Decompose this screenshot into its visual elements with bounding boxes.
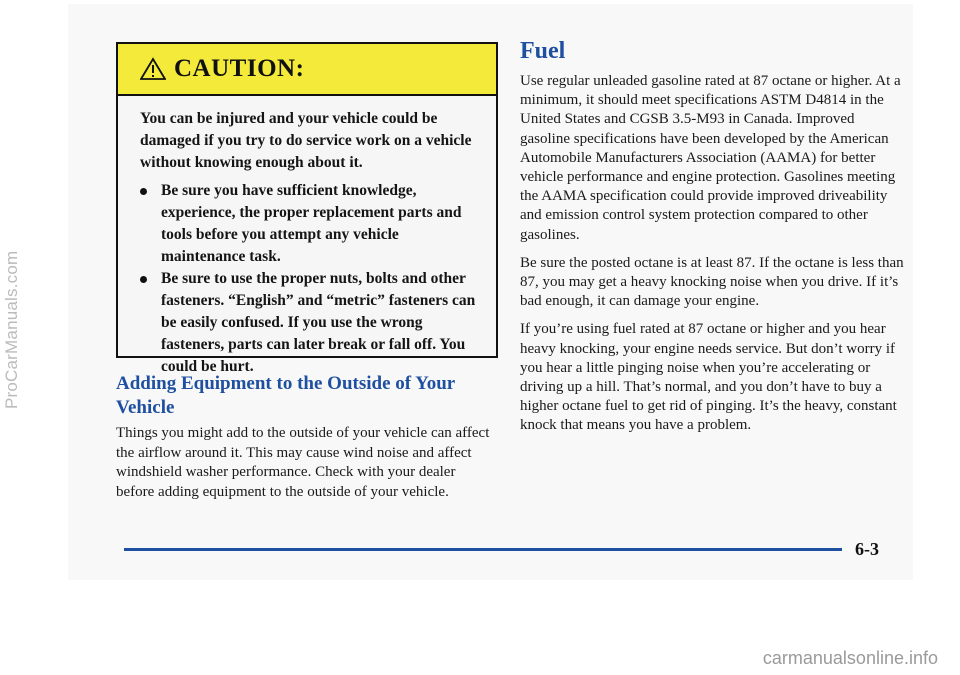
caution-bullet-text: Be sure you have sufficient knowledge, experience, the proper replacement parts and tools before you attempt any vehicle maintenance task. bbox=[161, 182, 462, 265]
caution-list bbox=[140, 180, 482, 378]
warning-triangle-icon bbox=[140, 57, 166, 81]
bottom-watermark: carmanualsonline.info bbox=[762, 648, 938, 668]
caution-title: CAUTION: bbox=[174, 55, 305, 82]
caution-bullet-text: Be sure to use the proper nuts, bolts and other fasteners. “English” and “metric” fasteners can be easily confused. If you use the wrong fasteners, parts can later break or fall off. You could be hurt. bbox=[161, 270, 476, 375]
bullet-icon bbox=[140, 276, 147, 283]
fuel-heading: Fuel bbox=[520, 38, 566, 64]
caution-box bbox=[116, 42, 498, 375]
side-watermark: ProCarManuals.com bbox=[2, 250, 21, 410]
page-number: 6-3 bbox=[855, 539, 879, 559]
footer-rule bbox=[124, 548, 842, 551]
adding-equipment-text: Things you might add to the outside of your vehicle can affect the airflow around it. This may cause wind noise and affect windshield washer performance. Check with your dealer before adding equipment to the outside of your vehicle. bbox=[116, 425, 490, 500]
caution-body bbox=[118, 96, 496, 378]
fuel-paragraph: If you’re using fuel rated at 87 octane or higher and you hear heavy knocking, your engine needs service. But don’t worry if you hear a little pinging noise when you’re accelerating or driving up a hill. That’s normal, and you don’t have to buy a higher octane fuel to get rid of pinging. It’s the heavy, constant knock that means you have a problem. bbox=[520, 321, 897, 434]
caution-header bbox=[118, 44, 496, 96]
caution-bullet bbox=[140, 268, 482, 378]
caution-bullet bbox=[140, 180, 482, 268]
fuel-paragraph: Be sure the posted octane is at least 87. If the octane is less than 87, you may get a heavy knocking noise when you drive. If it’s bad enough, it can damage your engine. bbox=[520, 254, 904, 310]
fuel-paragraph: Use regular unleaded gasoline rated at 87 octane or higher. At a minimum, it should meet specifications ASTM D4814 in the United States and CGSB 3.5-M93 in Canada. Improved gasoline specifications have been developed by the American Automobile Manufacturers Association (AAMA) for better vehicle performance and engine protection. Gasolines meeting the AAMA specification could provide improved driveability and emission control system protection compared to other gasolines. bbox=[520, 73, 901, 243]
caution-intro: You can be injured and your vehicle could be damaged if you try to do service work on a vehicle without knowing enough about it. bbox=[140, 110, 472, 171]
bullet-icon bbox=[140, 188, 147, 195]
fuel-section bbox=[520, 72, 905, 445]
adding-equipment-heading: Adding Equipment to the Outside of Your Vehicle bbox=[116, 373, 455, 418]
